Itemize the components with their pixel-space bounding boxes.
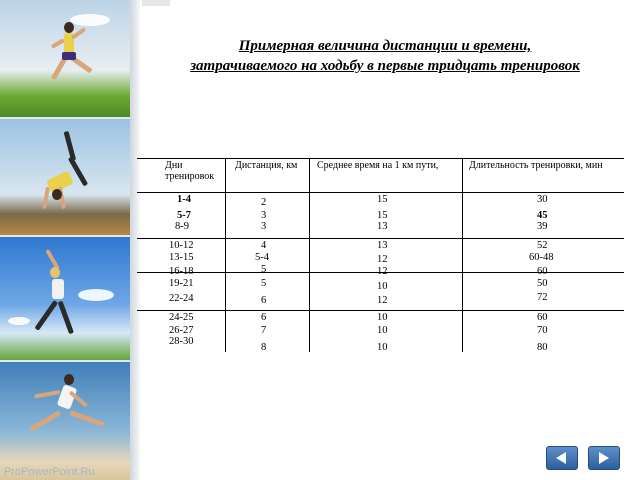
cell-avg-time: 15 bbox=[377, 210, 388, 221]
cell-duration: 70 bbox=[537, 325, 548, 336]
cell-avg-time: 15 bbox=[377, 194, 388, 205]
cell-days: 28-30 bbox=[169, 336, 194, 347]
photo-jumping-runner bbox=[0, 362, 130, 480]
photo-cartwheel bbox=[0, 119, 130, 235]
cell-days: 5-7 bbox=[177, 210, 191, 221]
cell-distance: 5-4 bbox=[255, 252, 269, 263]
cell-avg-time: 12 bbox=[377, 295, 388, 306]
cell-duration: 72 bbox=[537, 292, 548, 303]
photo-sidebar bbox=[0, 0, 130, 480]
cell-distance: 5 bbox=[261, 264, 267, 275]
previous-slide-button[interactable] bbox=[546, 446, 578, 470]
cell-duration: 60-48 bbox=[529, 252, 554, 263]
watermark-text: ProPowerPoint.Ru bbox=[4, 466, 95, 478]
cell-distance: 3 bbox=[261, 221, 267, 232]
triangle-left-icon bbox=[556, 452, 566, 464]
cell-avg-time: 10 bbox=[377, 312, 388, 323]
cell-avg-time: 10 bbox=[377, 325, 388, 336]
cell-days: 22-24 bbox=[169, 293, 194, 304]
title-line-1: Примерная величина дистанции и времени, bbox=[238, 38, 532, 54]
cell-distance: 6 bbox=[261, 312, 267, 323]
cell-avg-time: 13 bbox=[377, 240, 388, 251]
cell-distance: 7 bbox=[261, 325, 267, 336]
cell-avg-time: 12 bbox=[377, 266, 388, 277]
cell-duration: 45 bbox=[537, 210, 548, 221]
photo-runner-woman bbox=[0, 0, 130, 117]
cell-avg-time: 10 bbox=[377, 281, 388, 292]
cell-avg-time: 13 bbox=[377, 221, 388, 232]
cell-duration: 80 bbox=[537, 342, 548, 353]
next-slide-button[interactable] bbox=[588, 446, 620, 470]
cell-days: 1-4 bbox=[177, 194, 191, 205]
cell-distance: 4 bbox=[261, 240, 267, 251]
slide-title bbox=[140, 36, 630, 76]
cell-days: 16-18 bbox=[169, 266, 194, 277]
cell-distance: 2 bbox=[261, 197, 267, 208]
cell-duration: 60 bbox=[537, 266, 548, 277]
cell-days: 19-21 bbox=[169, 278, 194, 289]
cell-duration: 52 bbox=[537, 240, 548, 251]
triangle-right-icon bbox=[599, 452, 609, 464]
cell-distance: 5 bbox=[261, 278, 267, 289]
cell-distance: 8 bbox=[261, 342, 267, 353]
cell-days: 10-12 bbox=[169, 240, 194, 251]
cell-avg-time: 12 bbox=[377, 254, 388, 265]
cell-avg-time: 10 bbox=[377, 342, 388, 353]
header-duration: Длительность тренировки, мин bbox=[469, 160, 603, 171]
cell-distance: 3 bbox=[261, 210, 267, 221]
cell-days: 13-15 bbox=[169, 252, 194, 263]
cell-days: 24-25 bbox=[169, 312, 194, 323]
cell-duration: 39 bbox=[537, 221, 548, 232]
header-days: Дни тренировок bbox=[165, 160, 215, 182]
top-decor bbox=[142, 0, 170, 6]
cell-days: 26-27 bbox=[169, 325, 194, 336]
title-line-2: затрачиваемого на ходьбу в первые тридцать тренировок bbox=[190, 58, 580, 74]
cell-duration: 50 bbox=[537, 278, 548, 289]
cell-days: 8-9 bbox=[175, 221, 189, 232]
photo-stretching-woman bbox=[0, 237, 130, 360]
walking-plan-table bbox=[137, 158, 624, 352]
cell-duration: 60 bbox=[537, 312, 548, 323]
header-avg-time: Среднее время на 1 км пути, bbox=[317, 160, 439, 171]
cell-distance: 6 bbox=[261, 295, 267, 306]
cell-duration: 30 bbox=[537, 194, 548, 205]
header-distance: Дистанция, км bbox=[235, 160, 298, 171]
